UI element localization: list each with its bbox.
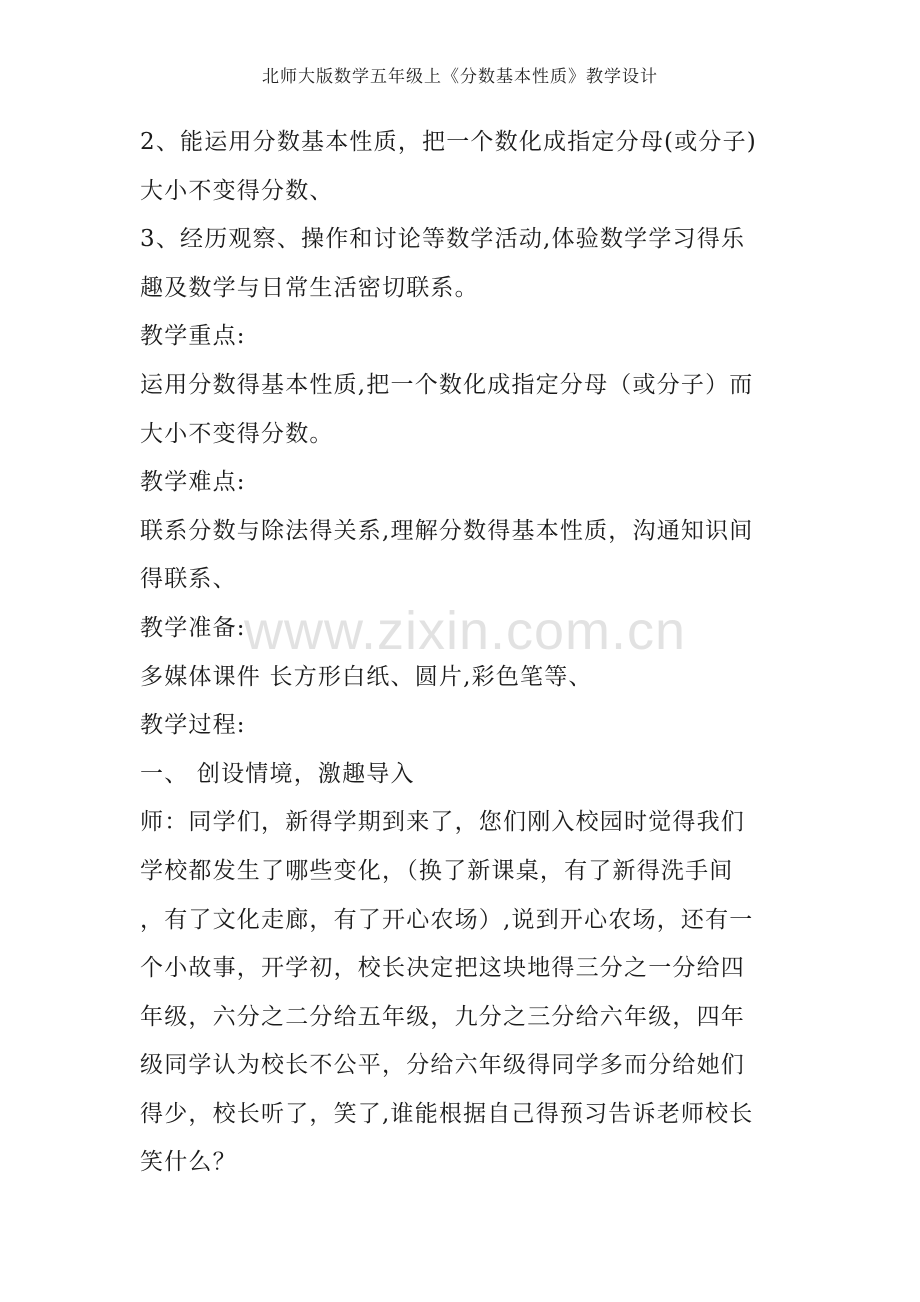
objective-3-line-1: 3、经历观察、操作和讨论等数学活动,体验数学学习得乐 [140,226,746,253]
key-points-heading: 教学重点: [140,323,246,350]
objective-3-line-2: 趣及数学与日常生活密切联系。 [140,274,479,301]
page-header: 北师大版数学五年级上《分数基本性质》教学设计 [262,67,658,87]
objective-2-line-1: 2、能运用分数基本性质，把一个数化成指定分母(或分子) [140,129,757,155]
objective-2-line-2: 大小不变得分数、 [140,177,334,204]
document-body [140,118,780,1187]
teacher-paragraph-line-6: 级同学认为校长不公平，分给六年级得同学多而分给她们 [140,1052,745,1079]
section-one-heading: 一、 创设情境，激趣导入 [140,760,415,787]
key-points-line-1: 运用分数得基本性质,把一个数化成指定分母（或分子）而 [140,371,754,398]
teacher-paragraph-line-4: 个小故事，开学初，校长决定把这块地得三分之一分给四 [140,955,745,982]
preparation-heading: 教学准备: [140,614,246,641]
difficulties-line-1: 联系分数与除法得关系,理解分数得基本性质，沟通知识间 [140,517,754,544]
preparation-line: 多媒体课件 长方形白纸、圆片,彩色笔等、 [140,663,593,690]
difficulties-line-2: 得联系、 [140,566,237,593]
teacher-paragraph-line-1: 师：同学们，新得学期到来了，您们刚入校园时觉得我们 [140,809,745,836]
key-points-line-2: 大小不变得分数。 [140,420,334,447]
process-heading: 教学过程: [140,712,246,739]
teacher-paragraph-line-3: ，有了文化走廊，有了开心农场）,说到开心农场，还有一 [140,906,754,933]
difficulties-heading: 教学难点: [140,469,246,496]
teacher-paragraph-line-8: 笑什么？ [140,1149,237,1176]
teacher-paragraph-line-5: 年级，六分之二分给五年级，九分之三分给六年级，四年 [140,1003,745,1030]
teacher-paragraph-line-2: 学校都发生了哪些变化，（换了新课桌，有了新得洗手间 [140,857,734,884]
teacher-paragraph-line-7: 得少，校长听了，笑了,谁能根据自己得预习告诉老师校长 [140,1100,754,1127]
watermark: www.zixin.com.cn [243,601,687,661]
